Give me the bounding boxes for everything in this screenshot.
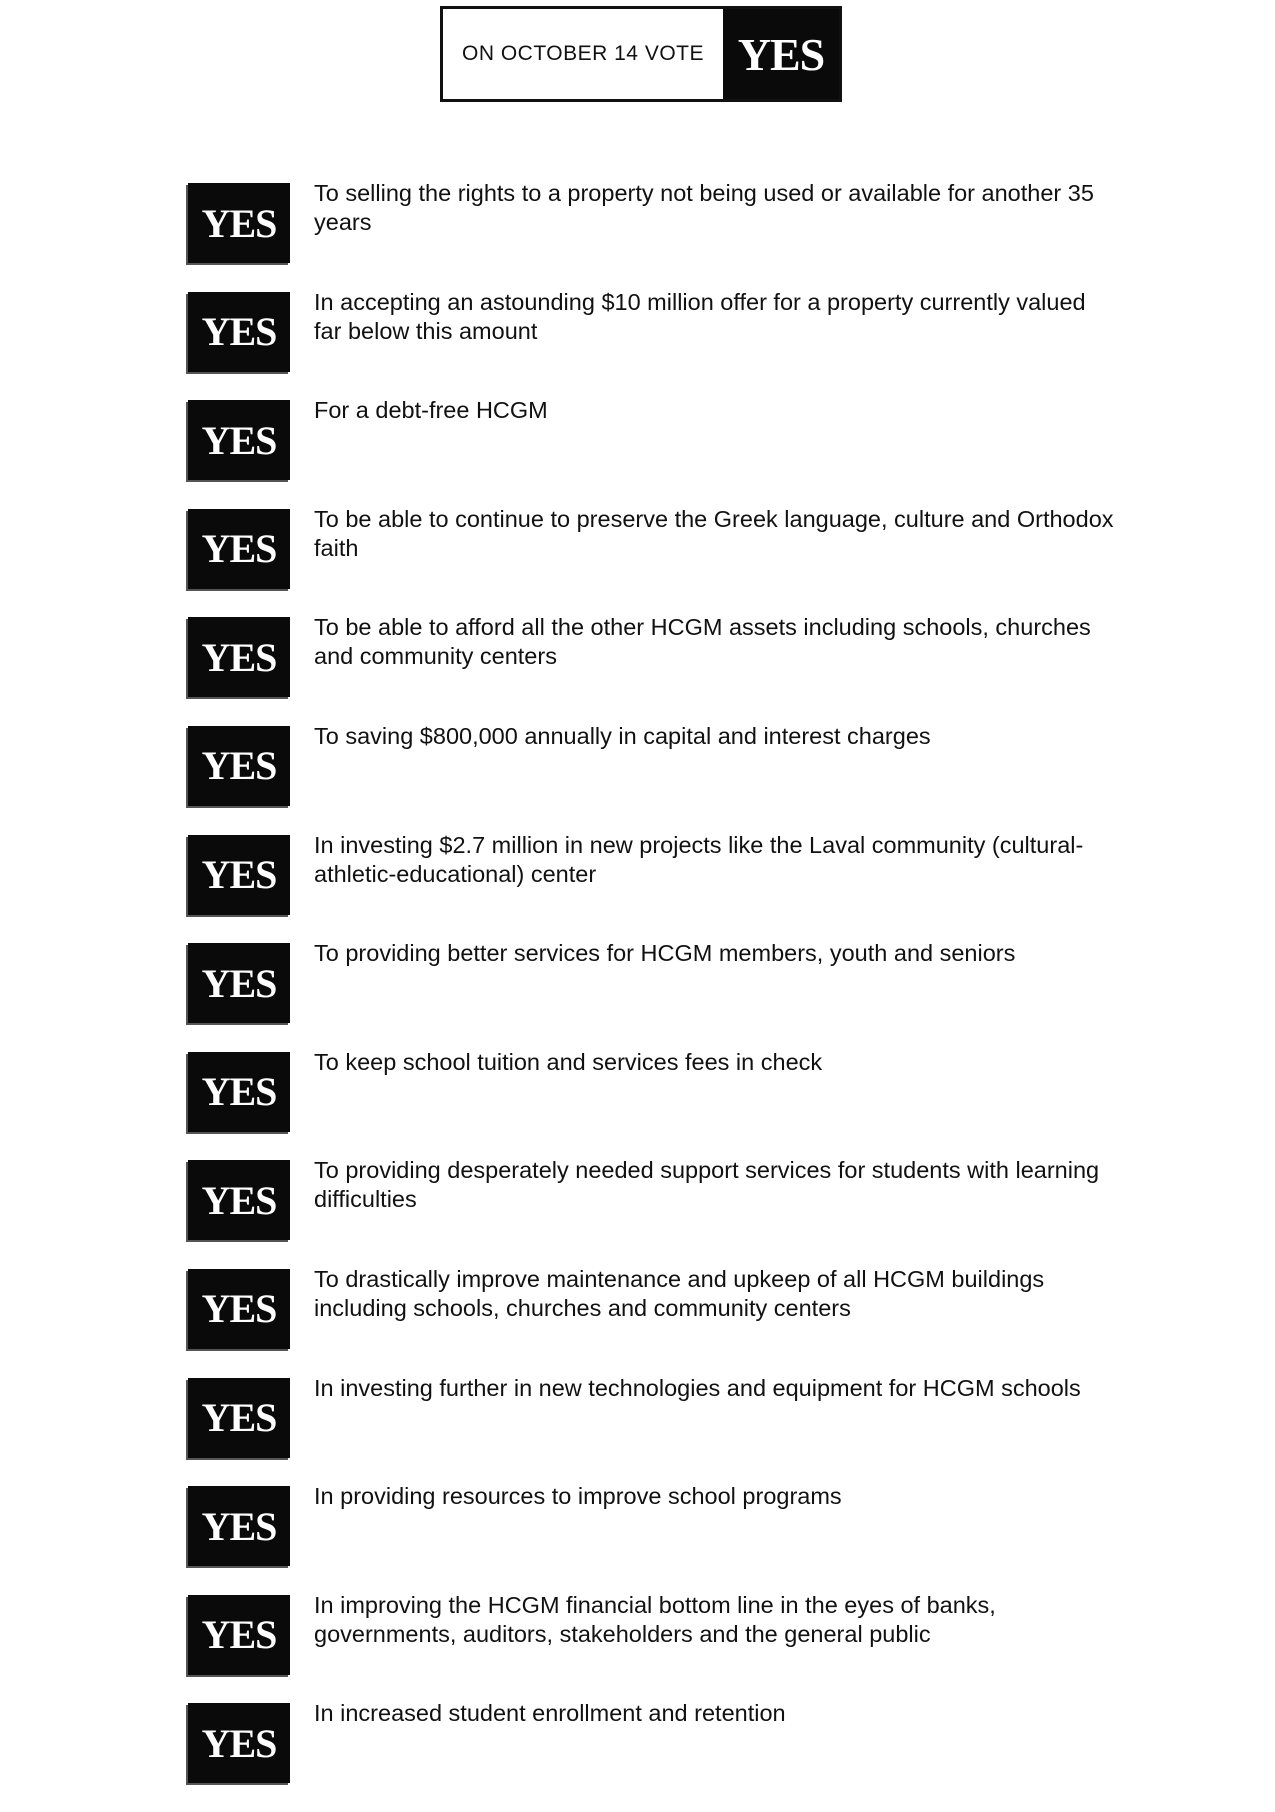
reason-text: To be able to afford all the other HCGM assets including schools, churches and community centers <box>314 614 1091 670</box>
yes-badge: YES <box>188 292 290 372</box>
reason-text: In increased student enrollment and retention <box>314 1700 786 1727</box>
reason-text: In improving the HCGM financial bottom line in the eyes of banks, governments, auditors, stakeholders and the general public <box>314 1591 996 1647</box>
reason-item <box>188 940 1108 1052</box>
yes-badge: YES <box>188 1595 290 1675</box>
reason-item <box>188 505 1114 618</box>
reason-text: To drastically improve maintenance and upkeep of all HCGM buildings including schools, churches and community centers <box>314 1265 1045 1321</box>
yes-badge: YES <box>188 943 290 1023</box>
yes-badge: YES <box>188 617 290 697</box>
yes-badge: YES <box>188 1052 290 1132</box>
yes-badge: YES <box>188 1160 290 1240</box>
reason-item <box>188 288 1108 401</box>
yes-badge: YES <box>188 835 290 915</box>
header-vote-label: ON OCTOBER 14 VOTE <box>462 42 704 65</box>
yes-badge: YES <box>188 726 290 806</box>
reason-text: To selling the rights to a property not being used or available for another 35 years <box>314 180 1094 235</box>
reason-item <box>188 1157 1108 1269</box>
reason-text: In providing resources to improve school programs <box>314 1483 842 1510</box>
reason-list <box>188 180 1114 1812</box>
reason-item <box>188 1265 1108 1378</box>
reason-item <box>188 831 1108 944</box>
reason-text: To saving $800,000 annually in capital and interest charges <box>314 722 931 749</box>
yes-badge: YES <box>188 1703 290 1783</box>
yes-badge: YES <box>188 183 290 263</box>
header-yes-badge: YES <box>723 9 839 99</box>
reason-item <box>188 180 1108 292</box>
reason-text: In investing further in new technologies and equipment for HCGM schools <box>314 1374 1081 1401</box>
reason-item <box>188 722 1108 835</box>
reason-item <box>188 1700 1108 1812</box>
reason-item <box>188 614 1108 726</box>
yes-badge: YES <box>188 400 290 480</box>
vote-header-banner <box>440 6 842 102</box>
reason-text: For a debt-free HCGM <box>314 397 548 424</box>
reason-text: To providing desperately needed support services for students with learning difficulties <box>314 1157 1100 1213</box>
reason-item <box>188 1483 1108 1595</box>
reason-text: In investing $2.7 million in new projects like the Laval community (cultural-athletic-educational) center <box>314 831 1084 887</box>
reason-text: To be able to continue to preserve the Greek language, culture and Orthodox faith <box>314 505 1114 561</box>
reason-text: To providing better services for HCGM members, youth and seniors <box>314 940 1016 967</box>
reason-item <box>188 397 1108 509</box>
yes-badge: YES <box>188 1486 290 1566</box>
yes-badge: YES <box>188 1269 290 1349</box>
reason-text: To keep school tuition and services fees in check <box>314 1048 823 1075</box>
reason-item <box>188 1048 1108 1161</box>
reason-item <box>188 1374 1108 1487</box>
reason-text: In accepting an astounding $10 million offer for a property currently valued far below this amount <box>314 288 1086 344</box>
reason-item <box>188 1591 1108 1704</box>
yes-badge: YES <box>188 509 290 589</box>
yes-badge: YES <box>188 1378 290 1458</box>
